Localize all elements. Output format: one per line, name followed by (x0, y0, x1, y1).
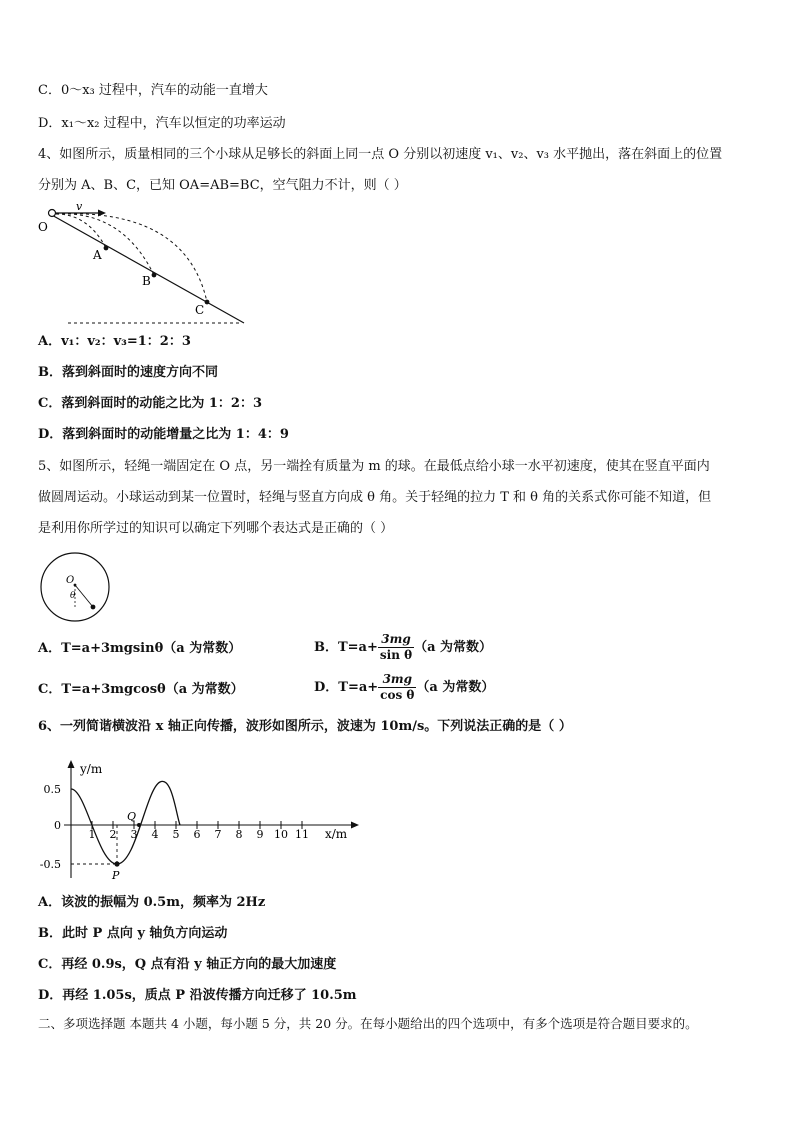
q4-option-a: A．v₁：v₂：v₃=1：2：3 (38, 334, 191, 349)
q5-option-d-prefix: D．T=a+ (314, 680, 379, 695)
q6-x-tick: 5 (172, 828, 180, 841)
q4-label-v: v (76, 200, 83, 213)
q6-x-tick: 9 (256, 828, 264, 841)
q5-option-b (314, 628, 492, 668)
q6-option-c: C．再经 0.9s，Q 点有沿 y 轴正方向的最大加速度 (38, 957, 337, 972)
q5-option-d-suffix: （a 为常数） (416, 680, 495, 695)
q6-origin-label: 0 (54, 819, 61, 832)
q5-option-b-fraction (378, 632, 414, 663)
q4-label-a: A (93, 248, 102, 262)
q4-stem-line2: 分别为 A、B、C，已知 OA=AB=BC，空气阻力不计，则（ ） (38, 178, 407, 193)
q4-option-d: D．落到斜面时的动能增量之比为 1：4：9 (38, 427, 289, 442)
q6-y-tick: -0.5 (39, 858, 61, 871)
q6-x-tick: 3 (130, 828, 138, 841)
q6-option-a: A．该波的振幅为 0.5m，频率为 2Hz (38, 895, 266, 910)
q6-x-tick: 1 (88, 828, 96, 841)
q6-x-tick: 2 (109, 828, 117, 841)
q6-x-axis-label: x/m (325, 827, 348, 841)
q6-y-tick: 0.5 (43, 783, 61, 796)
q6-point-p-label: P (112, 869, 120, 882)
q4-label-o: O (38, 220, 48, 234)
q5-option-d (314, 668, 494, 708)
q5-stem-line3: 是利用你所学过的知识可以确定下列哪个表达式是正确的（ ） (38, 521, 394, 536)
q5-option-b-denominator: sin θ (379, 648, 413, 662)
q4-label-b: B (142, 274, 151, 288)
q3-option-c: C．0～x₃ 过程中，汽车的动能一直增大 (38, 83, 268, 98)
q5-circle-figure (36, 548, 116, 628)
q5-option-d-denominator: cos θ (380, 688, 415, 702)
q4-label-c: C (195, 303, 205, 317)
q5-option-b-prefix: B．T=a+ (314, 640, 378, 655)
q6-stem: 6、一列简谐横波沿 x 轴正向传播，波形如图所示，波速为 10m/s。下列说法正确的是（ ） (38, 719, 572, 734)
q4-option-c: C．落到斜面时的动能之比为 1：2：3 (38, 396, 263, 411)
q5-option-d-fraction (378, 672, 416, 703)
q5-stem-line2: 做圆周运动。小球运动到某一位置时，轻绳与竖直方向成 θ 角。关于轻绳的拉力 T 和 θ 角的关系式你可能不知道，但 (38, 490, 712, 505)
q5-option-b-suffix: （a 为常数） (414, 640, 493, 655)
q5-stem-line1: 5、如图所示，轻绳一端固定在 O 点，另一端拴有质量为 m 的球。在最低点给小球一水平初速度，使其在竖直平面内 (38, 459, 710, 474)
q5-label-o: O (66, 575, 75, 586)
q4-incline-figure (36, 200, 251, 328)
q5-option-d-numerator: 3mg (378, 672, 416, 688)
q6-x-tick: 10 (274, 828, 288, 841)
q5-option-b-numerator: 3mg (378, 632, 414, 648)
q5-option-c: C．T=a+3mgcosθ（a 为常数） (38, 682, 244, 697)
q6-x-tick: 7 (214, 828, 222, 841)
q6-x-tick: 4 (151, 828, 159, 841)
q6-y-axis-label: y/m (80, 762, 103, 776)
q6-x-tick: 8 (235, 828, 243, 841)
q6-point-q-label: Q (127, 810, 137, 823)
q5-label-theta: θ (70, 591, 76, 601)
q5-option-a: A．T=a+3mgsinθ（a 为常数） (38, 641, 242, 656)
q6-option-d: D．再经 1.05s，质点 P 沿波传播方向迁移了 10.5m (38, 988, 357, 1003)
section2-heading: 二、多项选择题 本题共 4 小题，每小题 5 分，共 20 分。在每小题给出的四个选项中，有多个选项是符合题目要求的。 (38, 1016, 698, 1031)
q3-option-d: D．x₁～x₂ 过程中，汽车以恒定的功率运动 (38, 116, 286, 131)
q4-stem-line1: 4、如图所示，质量相同的三个小球从足够长的斜面上同一点 O 分别以初速度 v₁、v₂、v₃ 水平抛出，落在斜面上的位置 (38, 147, 723, 162)
q6-x-tick: 6 (193, 828, 201, 841)
q6-option-b: B．此时 P 点向 y 轴负方向运动 (38, 926, 228, 941)
q6-x-tick: 11 (295, 828, 309, 841)
q6-wave-graph (38, 758, 368, 882)
q4-option-b: B．落到斜面时的速度方向不同 (38, 365, 218, 380)
